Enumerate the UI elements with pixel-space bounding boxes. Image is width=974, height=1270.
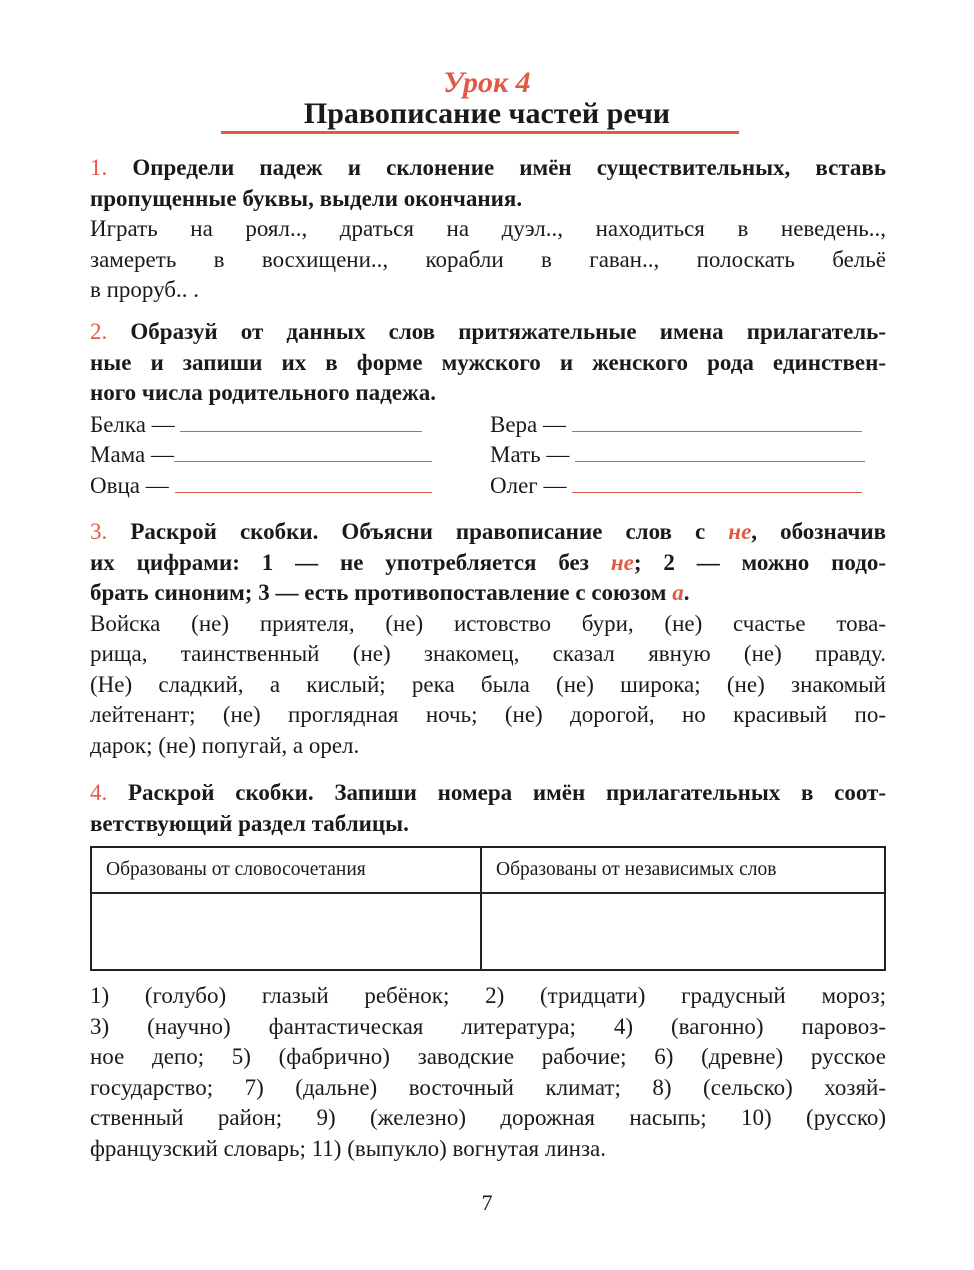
answer-line[interactable] bbox=[572, 409, 862, 432]
answer-line[interactable] bbox=[174, 439, 432, 462]
word-belka: Белка — bbox=[90, 411, 175, 437]
task-4-text-line: 1) (голубо) глазый ребёнок; 2) (тридцати) градусный мороз; bbox=[90, 983, 886, 1008]
task-3-text-line: лейтенант; (не) проглядная ночь; (не) дорогой, но красивый по- bbox=[90, 702, 886, 727]
task-1-text-line: Играть на роял.., драться на дуэл.., находиться в неведень.., bbox=[90, 216, 886, 241]
task-1-instruction-line: пропущенные буквы, выдели окончания. bbox=[90, 185, 523, 211]
task-3-instruction-line: брать синоним; 3 — есть противопоставление с союзом а. bbox=[90, 580, 690, 605]
page-number: 7 bbox=[481, 1190, 493, 1215]
task-4-text-line: 3) (научно) фантастическая литература; 4) (вагонно) паровоз- bbox=[90, 1013, 886, 1039]
task-2-instruction-line: ного числа родительного падежа. bbox=[90, 380, 436, 405]
task-3-text-line: дарок; (не) попугай, а орел. bbox=[90, 732, 360, 758]
answer-table bbox=[90, 846, 886, 971]
task-4 bbox=[90, 778, 886, 1164]
lesson-number: Урок 4 bbox=[443, 66, 531, 99]
task-3 bbox=[90, 517, 886, 761]
task-3-text-line: рища, таинственный (не) знакомец, сказал явную (не) правду. bbox=[90, 641, 886, 666]
table-header: Образованы от словосочетания bbox=[91, 847, 481, 893]
answer-line[interactable] bbox=[180, 409, 422, 432]
task-2-instruction-line: 2. Образуй от данных слов притяжательные имена прилагатель- bbox=[90, 319, 887, 344]
task-4-text-line: государство; 7) (дальне) восточный климат; 8) (сельско) хозяй- bbox=[90, 1074, 886, 1100]
word-vera: Вера — bbox=[490, 411, 567, 437]
word-mama: Мама — bbox=[90, 441, 175, 467]
word-oleg: Олег — bbox=[490, 472, 567, 498]
page-title: Правописание частей речи bbox=[303, 97, 671, 130]
task-4-text-line: ное депо; 5) (фабрично) заводские рабочие; 6) (древне) русское bbox=[90, 1044, 886, 1069]
task-4-instruction-line: ветствующий раздел таблицы. bbox=[90, 810, 409, 836]
title-underline bbox=[221, 131, 739, 134]
word-ovtsa: Овца — bbox=[90, 472, 169, 498]
answer-line[interactable] bbox=[575, 439, 865, 462]
task-2-instruction-line: ные и запиши их в форме мужского и женского рода единствен- bbox=[90, 349, 886, 375]
answer-line[interactable] bbox=[572, 470, 862, 493]
task-3-text-line: Войска (не) приятеля, (не) истовство бури, (не) счастье това- bbox=[90, 610, 886, 636]
task-2 bbox=[90, 317, 886, 501]
word-mat: Мать — bbox=[490, 441, 570, 467]
task-3-instruction-line: их цифрами: 1 — не употребляется без не; 2 — можно подо- bbox=[90, 549, 887, 575]
table-cell[interactable] bbox=[481, 893, 885, 970]
task-1-text-line: замереть в восхищени.., корабли в гаван.., полоскать бельё bbox=[90, 246, 886, 272]
task-1 bbox=[90, 153, 886, 306]
task-1-instruction-line: 1. Определи падеж и склонение имён существительных, вставь bbox=[90, 155, 886, 180]
table-cell[interactable] bbox=[91, 893, 481, 970]
task-4-text-line: французский словарь; 11) (выпукло) вогнутая линза. bbox=[90, 1135, 606, 1161]
task-4-text-line: ственный район; 9) (железно) дорожная насыпь; 10) (русско) bbox=[90, 1105, 886, 1130]
answer-line[interactable] bbox=[175, 470, 432, 493]
task-4-instruction-line: 4. Раскрой скобки. Запиши номера имён прилагательных в соот- bbox=[90, 780, 887, 805]
task-3-text-line: (Не) сладкий, а кислый; река была (не) широка; (не) знакомый bbox=[90, 671, 886, 697]
task-1-text-line: в проруб.. . bbox=[90, 277, 200, 302]
table-header: Образованы от независимых слов bbox=[481, 847, 885, 893]
task-3-instruction-line: 3. Раскрой скобки. Объясни правописание слов с не, обозначив bbox=[90, 519, 887, 544]
